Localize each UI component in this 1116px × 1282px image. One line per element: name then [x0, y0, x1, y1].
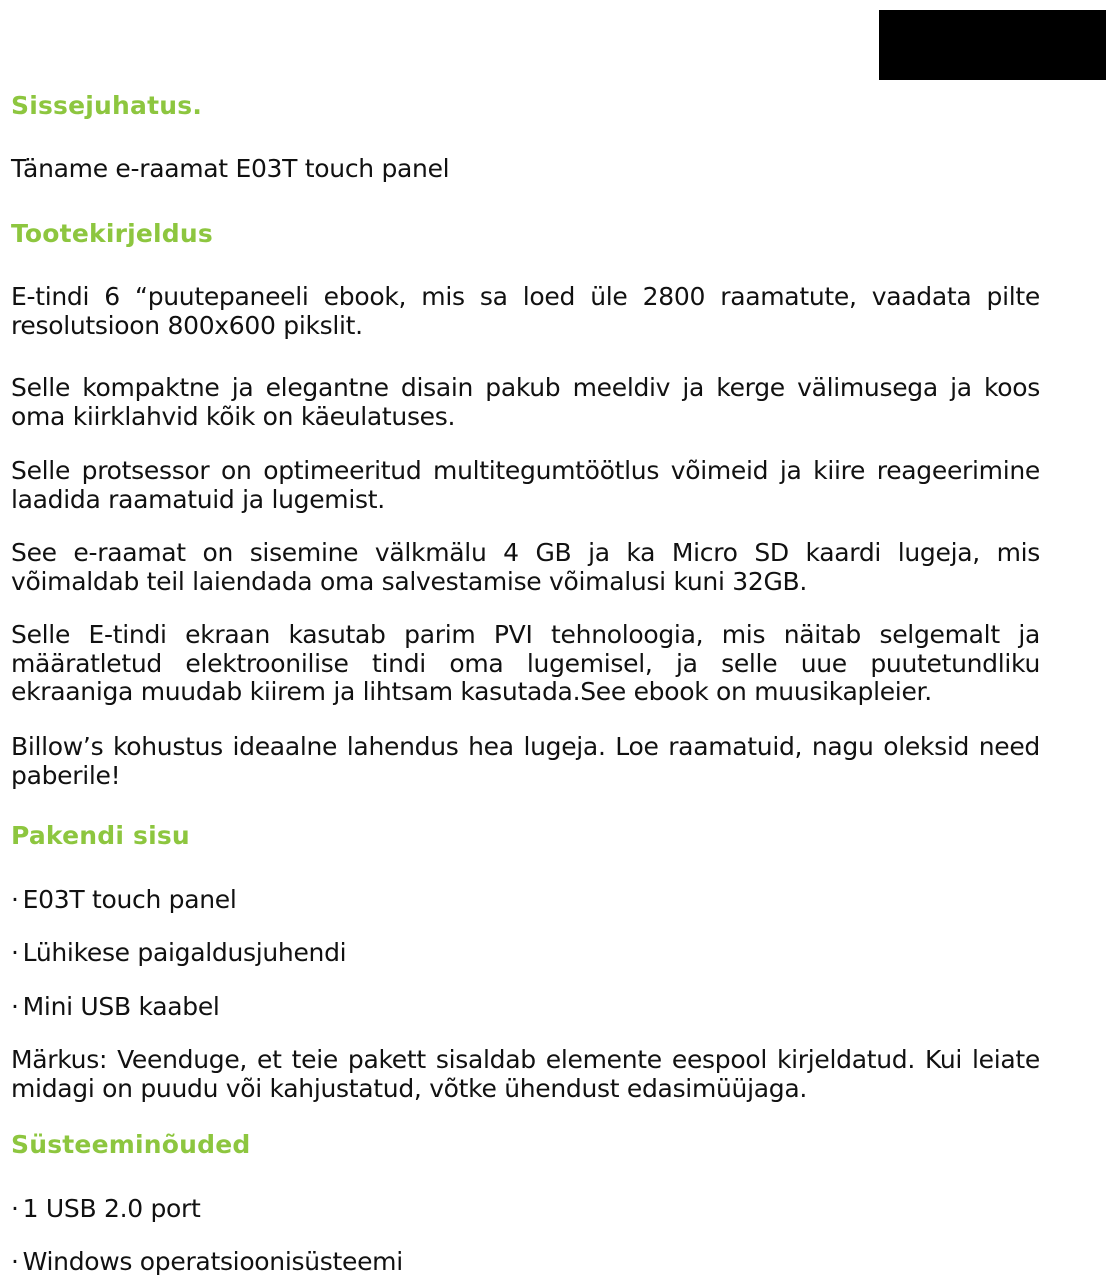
bullet-marker: · — [11, 938, 19, 967]
description-paragraph: E-tindi 6 “puutepaneeli ebook, mis sa loed üle 2800 raamatute, vaadata pilte resolutsioon 800x600 pikslit. — [11, 282, 1040, 340]
bullet-marker: · — [11, 1247, 19, 1276]
description-paragraph: Billow’s kohustus ideaalne lahendus hea lugeja. Loe raamatuid, nagu oleksid need paberile! — [11, 732, 1040, 790]
package-list-item — [11, 992, 220, 1022]
description-paragraph: Selle protsessor on optimeeritud multitegumtöötlus võimeid ja kiire reageerimine laadida raamatuid ja lugemist. — [11, 456, 1040, 514]
package-list-item — [11, 938, 346, 968]
heading-intro: Sissejuhatus. — [11, 91, 203, 120]
requirements-list-item — [11, 1247, 403, 1277]
heading-package: Pakendi sisu — [11, 821, 190, 850]
description-paragraph: Selle kompaktne ja elegantne disain pakub meeldiv ja kerge välimusega ja koos oma kiirklahvid kõik on käeulatuses. — [11, 373, 1040, 431]
description-paragraph: See e-raamat on sisemine välkmälu 4 GB ja ka Micro SD kaardi lugeja, mis võimaldab teil laiendada oma salvestamise võimalusi kuni 32GB. — [11, 538, 1040, 596]
requirements-list-item — [11, 1194, 201, 1224]
requirement-item-label: 1 USB 2.0 port — [22, 1194, 201, 1223]
package-list-item — [11, 885, 237, 915]
description-paragraph: Selle E-tindi ekraan kasutab parim PVI tehnoloogia, mis näitab selgemalt ja määratletud elektroonilise tindi oma lugemisel, ja selle uue puutetundliku ekraaniga muudab kiirem ja lihtsam kasutada.See ebook on muusikapleier. — [11, 620, 1040, 706]
redaction-box — [879, 10, 1106, 80]
package-note: Märkus: Veenduge, et teie pakett sisaldab elemente eespool kirjeldatud. Kui leiate midagi on puudu või kahjustatud, võtke ühendust edasimüüjaga. — [11, 1045, 1040, 1103]
package-item-label: Mini USB kaabel — [22, 992, 220, 1021]
bullet-marker: · — [11, 1194, 19, 1223]
package-item-label: E03T touch panel — [22, 885, 237, 914]
bullet-marker: · — [11, 992, 19, 1021]
heading-requirements: Süsteeminõuded — [11, 1130, 251, 1159]
bullet-marker: · — [11, 885, 19, 914]
package-item-label: Lühikese paigaldusjuhendi — [22, 938, 347, 967]
intro-text: Täname e-raamat E03T touch panel — [11, 154, 450, 183]
requirement-item-label: Windows operatsioonisüsteemi — [22, 1247, 403, 1276]
heading-description: Tootekirjeldus — [11, 219, 213, 248]
